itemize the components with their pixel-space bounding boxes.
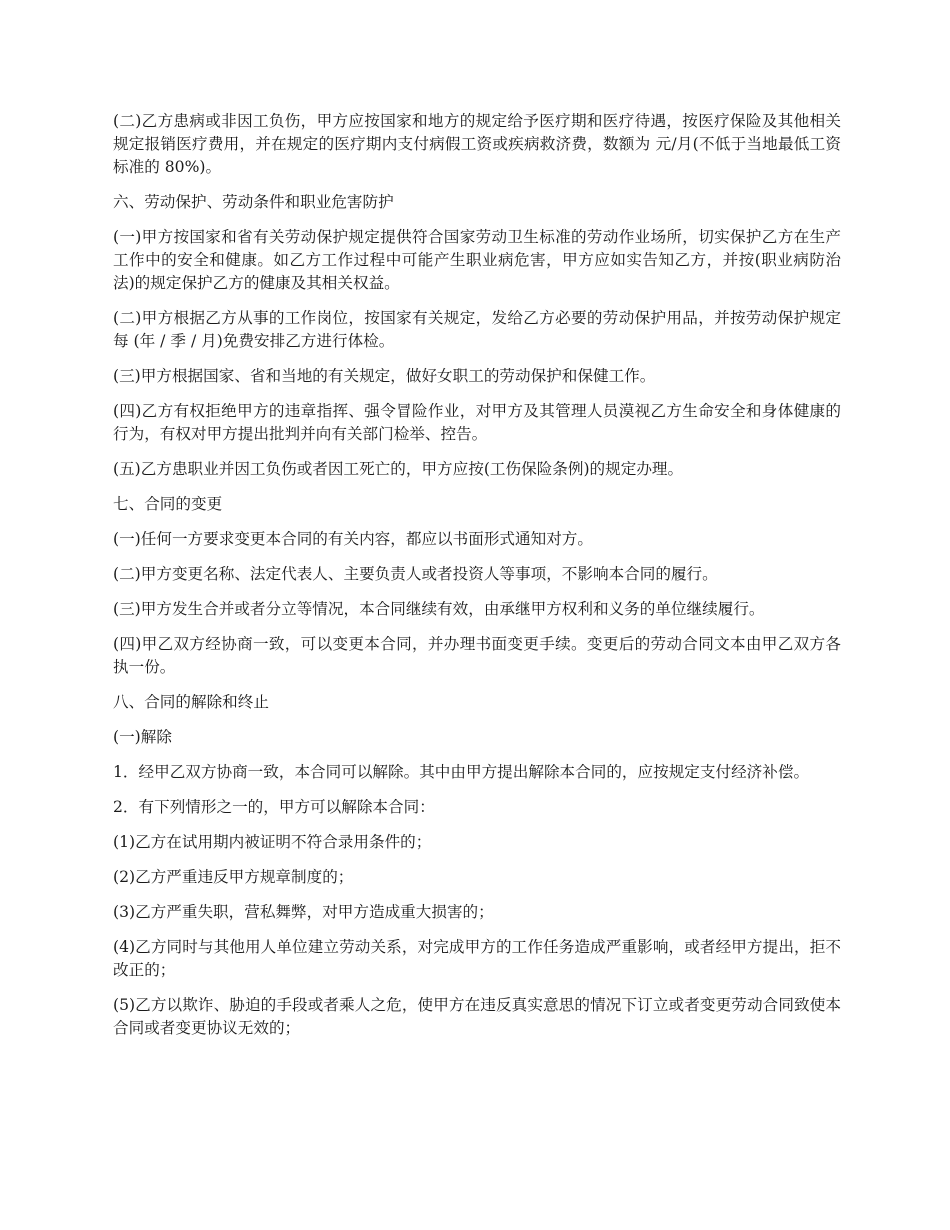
section-heading-labor-protection: 六、劳动保护、劳动条件和职业危害防护	[113, 193, 394, 211]
paragraph-work-environment: (一)甲方按国家和省有关劳动保护规定提供符合国家劳动卫生标准的劳动作业场所，切实保护乙方在生产工作中的安全和健康。如乙方工作过程中可能产生职业病危害，甲方应如实告知乙方，并按(职业病防治法)的规定保护乙方的健康及其相关权益。	[113, 228, 841, 292]
paragraph-merger: (三)甲方发生合并或者分立等情况，本合同继续有效，由承继甲方权利和义务的单位继续履行。	[113, 600, 765, 618]
paragraph-employer-change: (二)甲方变更名称、法定代表人、主要负责人或者投资人等事项，不影响本合同的履行。	[113, 565, 718, 583]
paragraph-sick-leave: (二)乙方患病或非因工负伤，甲方应按国家和地方的规定给予医疗期和医疗待遇，按医疗保险及其他相关规定报销医疗费用，并在规定的医疗期内支付病假工资或疾病救济费，数额为 元/月(不低于当地最低工资标准的 80%)。	[113, 112, 841, 176]
paragraph-mutual-change: (四)甲乙双方经协商一致，可以变更本合同，并办理书面变更手续。变更后的劳动合同文本由甲乙双方各执一份。	[113, 635, 841, 676]
document-body	[113, 110, 841, 1052]
paragraph-item-2: 2．有下列情形之一的，甲方可以解除本合同：	[113, 798, 435, 816]
section-heading-contract-change: 七、合同的变更	[113, 495, 223, 513]
paragraph-item-1: 1．经甲乙双方协商一致，本合同可以解除。其中由甲方提出解除本合同的，应按规定支付经济补偿。	[113, 763, 810, 781]
paragraph-occupational-injury: (五)乙方患职业并因工负伤或者因工死亡的，甲方应按(工伤保险条例)的规定办理。	[113, 460, 684, 478]
section-heading-termination: 八、合同的解除和终止	[113, 693, 269, 711]
list-item-dual-employment: (4)乙方同时与其他用人单位建立劳动关系，对完成甲方的工作任务造成严重影响，或者经甲方提出，拒不改正的；	[113, 938, 841, 979]
paragraph-written-notice: (一)任何一方要求变更本合同的有关内容，都应以书面形式通知对方。	[113, 530, 593, 548]
paragraph-protective-equipment: (二)甲方根据乙方从事的工作岗位，按国家有关规定，发给乙方必要的劳动保护用品，并按劳动保护规定每 (年 / 季 / 月)免费安排乙方进行体检。	[113, 309, 841, 350]
list-item-negligence: (3)乙方严重失职，营私舞弊，对甲方造成重大损害的；	[113, 903, 494, 921]
list-item-fraud: (5)乙方以欺诈、胁迫的手段或者乘人之危，使甲方在违反真实意思的情况下订立或者变更劳动合同致使本合同或者变更协议无效的；	[113, 996, 841, 1037]
list-item-rule-violation: (2)乙方严重违反甲方规章制度的；	[113, 868, 354, 886]
list-item-probation: (1)乙方在试用期内被证明不符合录用条件的；	[113, 833, 432, 851]
subheading-dissolution: (一)解除	[113, 728, 172, 746]
paragraph-female-workers: (三)甲方根据国家、省和当地的有关规定，做好女职工的劳动保护和保健工作。	[113, 367, 656, 385]
paragraph-refuse-unsafe-work: (四)乙方有权拒绝甲方的违章指挥、强令冒险作业，对甲方及其管理人员漠视乙方生命安全和身体健康的行为，有权对甲方提出批判并向有关部门检举、控告。	[113, 402, 841, 443]
